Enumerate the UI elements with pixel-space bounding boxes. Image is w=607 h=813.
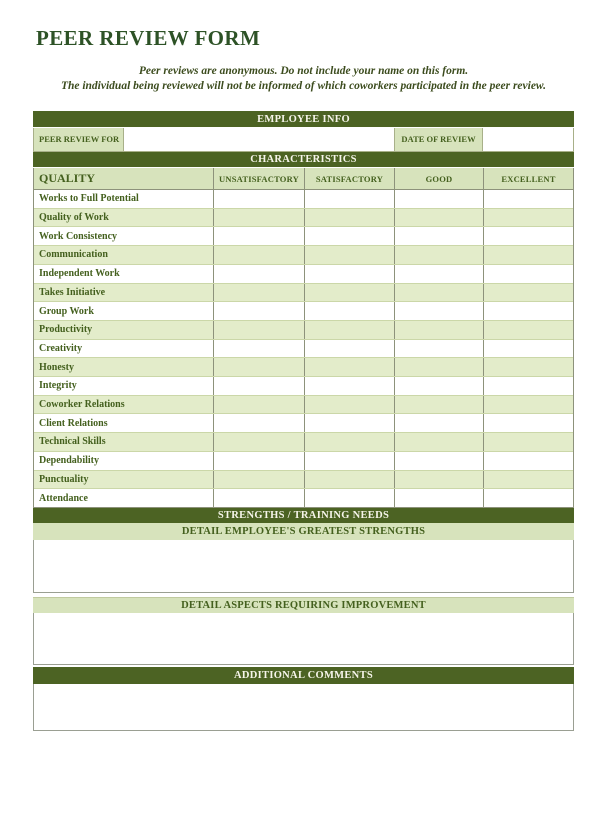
rating-cell[interactable]	[213, 340, 304, 358]
greatest-strengths-textarea[interactable]	[33, 540, 574, 593]
instructions-line-2: The individual being reviewed will not be informed of which coworkers participated in the peer review.	[60, 79, 547, 92]
rating-cell[interactable]	[394, 377, 483, 395]
rating-cell[interactable]	[394, 452, 483, 470]
table-row	[34, 358, 573, 377]
table-row	[34, 340, 573, 359]
table-row	[34, 265, 573, 284]
table-row	[34, 414, 573, 433]
rating-cell[interactable]	[213, 190, 304, 208]
table-row	[34, 489, 573, 507]
rating-cell[interactable]	[394, 396, 483, 414]
characteristics-section-header: CHARACTERISTICS	[33, 152, 574, 168]
date-of-review-input[interactable]	[483, 128, 573, 151]
rating-cell[interactable]	[213, 227, 304, 245]
quality-label: Quality of Work	[39, 212, 109, 224]
rating-cell[interactable]	[304, 284, 394, 302]
quality-label: Client Relations	[39, 417, 108, 429]
rating-cell[interactable]	[213, 489, 304, 507]
table-row	[34, 246, 573, 265]
rating-cell[interactable]	[213, 433, 304, 451]
table-row	[34, 227, 573, 246]
additional-comments-textarea[interactable]	[33, 684, 574, 731]
rating-cell[interactable]	[304, 246, 394, 264]
rating-cell[interactable]	[394, 340, 483, 358]
column-header-unsatisfactory: UNSATISFACTORY	[213, 168, 304, 190]
table-row	[34, 377, 573, 396]
quality-label: Honesty	[39, 361, 74, 373]
quality-label: Communication	[39, 249, 108, 261]
rating-cell[interactable]	[304, 377, 394, 395]
form-page	[33, 24, 574, 731]
employee-info-section-header: EMPLOYEE INFO	[33, 111, 574, 128]
rating-cell[interactable]	[394, 358, 483, 376]
rating-cell[interactable]	[304, 358, 394, 376]
rating-cell[interactable]	[394, 190, 483, 208]
rating-cell[interactable]	[213, 209, 304, 227]
rating-cell[interactable]	[213, 452, 304, 470]
column-header-good: GOOD	[394, 168, 483, 190]
quality-label: Work Consistency	[39, 230, 118, 242]
rating-cell[interactable]	[483, 414, 573, 432]
form-instructions	[33, 64, 574, 93]
column-header-quality: QUALITY	[39, 171, 96, 185]
additional-comments-section-header: ADDITIONAL COMMENTS	[33, 667, 574, 684]
rating-cell[interactable]	[304, 452, 394, 470]
quality-label: Punctuality	[39, 473, 89, 485]
table-row	[34, 190, 573, 209]
rating-cell[interactable]	[394, 321, 483, 339]
rating-cell[interactable]	[483, 340, 573, 358]
rating-cell[interactable]	[213, 284, 304, 302]
rating-cell[interactable]	[394, 489, 483, 507]
improvement-textarea[interactable]	[33, 613, 574, 665]
quality-label: Dependability	[39, 455, 100, 467]
rating-cell[interactable]	[304, 302, 394, 320]
quality-label: Group Work	[39, 305, 94, 317]
greatest-strengths-label: DETAIL EMPLOYEE'S GREATEST STRENGTHS	[33, 523, 574, 540]
quality-label: Productivity	[39, 324, 93, 336]
rating-cell[interactable]	[483, 246, 573, 264]
rating-cell[interactable]	[483, 396, 573, 414]
rating-cell[interactable]	[213, 414, 304, 432]
column-header-excellent: EXCELLENT	[483, 168, 573, 190]
improvement-label: DETAIL ASPECTS REQUIRING IMPROVEMENT	[33, 597, 574, 613]
instructions-line-1: Peer reviews are anonymous. Do not include your name on this form.	[138, 65, 469, 77]
rating-cell[interactable]	[483, 302, 573, 320]
table-row	[34, 396, 573, 415]
rating-cell[interactable]	[483, 377, 573, 395]
rating-cell[interactable]	[304, 433, 394, 451]
rating-cell[interactable]	[213, 265, 304, 283]
rating-cell[interactable]	[213, 377, 304, 395]
rating-cell[interactable]	[394, 433, 483, 451]
rating-cell[interactable]	[213, 396, 304, 414]
rating-cell[interactable]	[304, 471, 394, 489]
peer-review-for-input[interactable]	[124, 128, 394, 151]
rating-cell[interactable]	[304, 190, 394, 208]
rating-cell[interactable]	[394, 246, 483, 264]
quality-label: Attendance	[39, 492, 88, 504]
quality-label: Coworker Relations	[39, 399, 125, 411]
rating-cell[interactable]	[483, 452, 573, 470]
rating-cell[interactable]	[483, 471, 573, 489]
rating-cell[interactable]	[483, 489, 573, 507]
table-row	[34, 433, 573, 452]
rating-cell[interactable]	[304, 227, 394, 245]
rating-cell[interactable]	[304, 340, 394, 358]
rating-cell[interactable]	[394, 284, 483, 302]
quality-label: Creativity	[39, 342, 83, 354]
rating-cell[interactable]	[483, 227, 573, 245]
rating-cell[interactable]	[483, 209, 573, 227]
table-row	[34, 452, 573, 471]
rating-cell[interactable]	[394, 227, 483, 245]
strengths-section-header: STRENGTHS / TRAINING NEEDS	[33, 508, 574, 523]
rating-cell[interactable]	[304, 321, 394, 339]
table-row	[34, 284, 573, 303]
rating-cell[interactable]	[394, 265, 483, 283]
characteristics-header-row	[33, 168, 574, 190]
rating-cell[interactable]	[213, 321, 304, 339]
rating-cell[interactable]	[213, 471, 304, 489]
table-row	[34, 302, 573, 321]
rating-cell[interactable]	[304, 489, 394, 507]
rating-cell[interactable]	[483, 358, 573, 376]
rating-cell[interactable]	[394, 471, 483, 489]
rating-cell[interactable]	[483, 265, 573, 283]
rating-cell[interactable]	[213, 302, 304, 320]
rating-cell[interactable]	[483, 433, 573, 451]
page-title: PEER REVIEW FORM	[36, 26, 261, 50]
rating-cell[interactable]	[304, 265, 394, 283]
rating-cell[interactable]	[304, 396, 394, 414]
rating-cell[interactable]	[304, 414, 394, 432]
peer-review-for-label: PEER REVIEW FOR	[34, 128, 124, 151]
rating-cell[interactable]	[483, 284, 573, 302]
rating-cell[interactable]	[213, 358, 304, 376]
date-of-review-label: DATE OF REVIEW	[394, 128, 483, 151]
quality-label: Takes Initiative	[39, 286, 106, 298]
table-row	[34, 321, 573, 340]
rating-cell[interactable]	[394, 414, 483, 432]
table-row	[34, 471, 573, 490]
quality-label: Technical Skills	[39, 436, 106, 448]
table-row	[34, 209, 573, 228]
rating-cell[interactable]	[394, 302, 483, 320]
rating-cell[interactable]	[213, 246, 304, 264]
rating-cell[interactable]	[304, 209, 394, 227]
column-header-satisfactory: SATISFACTORY	[304, 168, 394, 190]
quality-label: Independent Work	[39, 268, 120, 280]
quality-label: Integrity	[39, 380, 77, 392]
rating-cell[interactable]	[483, 190, 573, 208]
quality-label: Works to Full Potential	[39, 193, 139, 205]
characteristics-table-body	[33, 190, 574, 508]
rating-cell[interactable]	[394, 209, 483, 227]
employee-info-row	[33, 128, 574, 152]
rating-cell[interactable]	[483, 321, 573, 339]
